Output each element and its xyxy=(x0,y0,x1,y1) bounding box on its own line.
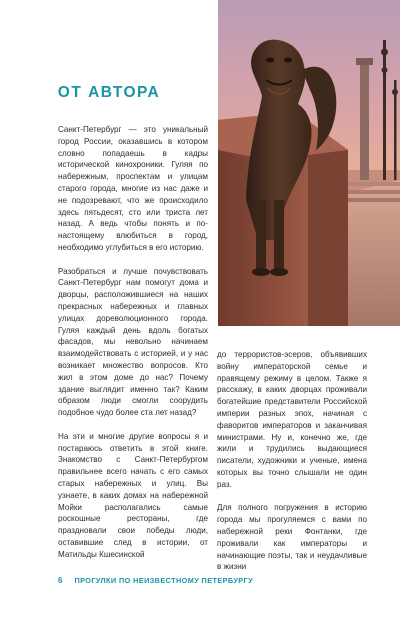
page-footer xyxy=(58,574,253,586)
griffin-sculpture-photo xyxy=(218,0,400,326)
paragraph-questions: На эти и многие другие вопросы я и постараюсь ответить в этой книге. Знакомство с Санкт-Петербургом правильнее всего начать с его самых старых набережных и улиц. Вы узнаете, в каких домах на набережной Мойки располагались самые роскошные рестораны, где праздновали свои победы люди, оставившие след в истории, от Матильды Кшесинской xyxy=(58,431,208,559)
paragraph-intro: Санкт-Петербург — это уникальный город России, оказавшись в котором словно попадаешь в кадры исторической кинохроники. Гуляя по набережным, проспектам и улицам старого города, многие из нас даже и не подозревают, что же происходило здесь пятьдесят, сто или триста лет назад. А ведь чтобы понять и по-настоящему влюбиться в город, необходимо углубиться в его историю. xyxy=(58,125,208,252)
paragraph-continuation: до террористов-эсеров, объявивших войну императорской семье и правящему режиму в целом. Также я расскажу, в каких дворцах проживали богатейшие представители Российской империи разных эпох, начиная с фаворитов императоров и заканчивая министрами. Ну и, конечно же, где жили и трудились выдающиеся писатели, художники и ученые, имена которых вы точно слышали не один раз. xyxy=(217,350,367,489)
body-text-right-column xyxy=(217,349,367,585)
running-title: ПРОГУЛКИ ПО НЕИЗВЕСТНОМУ ПЕТЕРБУРГУ xyxy=(74,575,254,585)
section-title: ОТ АВТОРА xyxy=(57,84,161,101)
paragraph-buildings: Разобраться и лучше почувствовать Санкт-Петербург нам помогут дома и дворцы, расположившиеся на наших прекрасных набережных и главных улицах дореволюционного города. Гуляя каждый день вдоль богатых фасадов, мы невольно начинаем взаимодействовать с историей, и у нас возникает множество вопросов. Кто жил в этом доме до нас? Почему здание выглядит именно так? Каким образом люди смогли соорудить подобное чудо более ста лет назад? xyxy=(58,266,208,418)
page-number: 6 xyxy=(58,575,63,585)
paragraph-fontanka: Для полного погружения в историю города мы прогуляемся с вами по набережной реки Фонтанки, где проживали как императоры и начинающие поэты, так и неудачливые в жизни xyxy=(217,503,367,572)
body-text-left-column xyxy=(58,124,208,572)
